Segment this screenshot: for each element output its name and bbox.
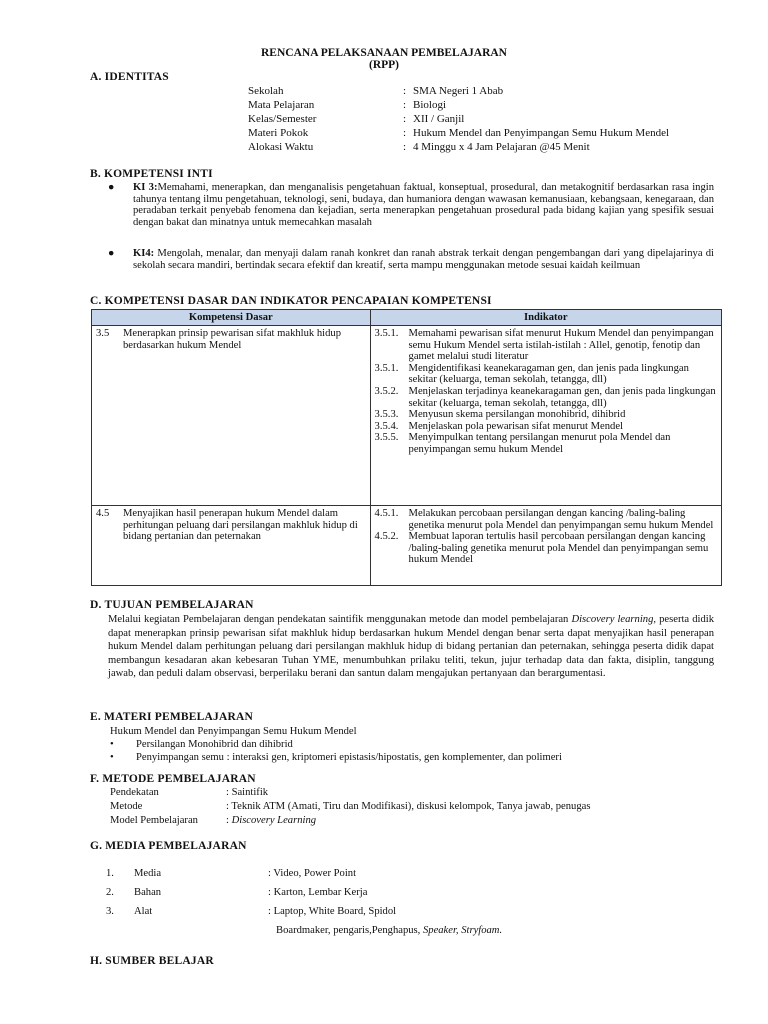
section-identitas-heading: A. IDENTITAS xyxy=(90,71,169,83)
indicator-text: Mengidentifikasi keanekaragaman gen, dan jenis pada lingkungan sekitar (keluarga, teman sekolah, tetangga, dll) xyxy=(408,362,689,386)
indicator-cell xyxy=(370,326,721,506)
kd-cell xyxy=(92,326,371,506)
metode-label: Metode xyxy=(110,801,143,812)
identitas-label: Mata Pelajaran xyxy=(248,99,315,111)
indicator-number: 3.5.1. xyxy=(374,362,399,374)
identitas-row-kelas xyxy=(248,113,718,127)
section-materi-heading: E. MATERI PEMBELAJARAN xyxy=(90,711,253,723)
table-row xyxy=(92,326,722,506)
identitas-row-alokasi xyxy=(248,141,718,155)
bullet-icon: ● xyxy=(108,182,115,193)
identitas-label: Kelas/Semester xyxy=(248,113,317,125)
identitas-row-sekolah xyxy=(248,85,718,99)
identitas-value: XII / Ganjil xyxy=(413,113,465,125)
indicator-text: Menyimpulkan tentang persilangan menurut pola Mendel dan penyimpangan semu hukum Mendel xyxy=(408,432,671,455)
indicator-text: Memahami pewarisan sifat menurut Hukum Mendel dan penyimpangan semu Hukum Mendel serta istilah-istilah : Allel, genotip, fenotip dan gamet melalui studi literatur xyxy=(408,328,714,363)
identitas-colon: : xyxy=(403,99,407,111)
table-header-indikator: Indikator xyxy=(370,310,721,326)
identitas-label: Alokasi Waktu xyxy=(248,141,314,153)
media-alat-extra xyxy=(276,924,502,937)
section-media-heading: G. MEDIA PEMBELAJARAN xyxy=(90,840,247,852)
identitas-value: 4 Minggu x 4 Jam Pelajaran @45 Menit xyxy=(413,141,590,153)
media-extra-plain: Boardmaker, pengaris,Penghapus, xyxy=(276,925,423,936)
identitas-value: SMA Negeri 1 Abab xyxy=(413,85,504,97)
metode-value: : Teknik ATM (Amati, Tiru dan Modifikasi), diskusi kelompok, Tanya jawab, penugas xyxy=(226,801,591,812)
kd-cell xyxy=(92,506,371,586)
indicator-text: Menyusun skema persilangan monohibrid, dihibrid xyxy=(408,409,626,421)
list-item xyxy=(375,328,717,363)
bullet-icon: • xyxy=(110,739,114,750)
media-number: 2. xyxy=(106,887,114,898)
section-sumber-heading: H. SUMBER BELAJAR xyxy=(90,955,214,967)
identitas-row-materi xyxy=(248,127,718,141)
materi-item: Penyimpangan semu : interaksi gen, kriptomeri epistasis/hipostatis, gen komplementer, dan polimeri xyxy=(136,752,562,763)
ki-label: KI 3: xyxy=(133,182,158,193)
media-value: : Karton, Lembar Kerja xyxy=(268,887,368,898)
list-item xyxy=(375,363,717,386)
metode-label: Model Pembelajaran xyxy=(110,815,198,826)
identitas-label: Sekolah xyxy=(248,85,284,97)
identitas-colon: : xyxy=(403,113,407,125)
indicator-number: 4.5.2. xyxy=(374,531,399,543)
media-value: : Laptop, White Board, Spidol xyxy=(268,906,397,917)
media-extra-italic: Speaker, Stryfoam. xyxy=(422,925,503,936)
tujuan-text-italic: Discovery learning, xyxy=(571,614,657,625)
indicator-number: 3.5.2. xyxy=(374,385,399,397)
media-label: Bahan xyxy=(134,887,162,898)
section-ki-heading: B. KOMPETENSI INTI xyxy=(90,168,213,180)
document-title: RENCANA PELAKSANAAN PEMBELAJARAN xyxy=(261,47,507,59)
identitas-colon: : xyxy=(403,141,407,153)
list-item xyxy=(375,409,717,421)
indicator-number: 3.5.5. xyxy=(374,432,399,444)
kd-number: 4.5 xyxy=(96,508,110,519)
section-tujuan-heading: D. TUJUAN PEMBELAJARAN xyxy=(90,599,254,611)
metode-value: : xyxy=(226,815,232,826)
identitas-colon: : xyxy=(403,127,407,139)
materi-intro: Hukum Mendel dan Penyimpangan Semu Hukum Mendel xyxy=(110,726,357,737)
bullet-icon: • xyxy=(110,752,114,763)
identitas-value: Biologi xyxy=(413,99,447,111)
ki-label: KI4: xyxy=(133,248,155,259)
list-item xyxy=(375,386,717,409)
media-label: Alat xyxy=(134,906,153,917)
materi-item: Persilangan Monohibrid dan dihibrid xyxy=(136,739,293,750)
tujuan-paragraph xyxy=(108,613,714,681)
indicator-number: 4.5.1. xyxy=(374,508,399,519)
tujuan-text-b: peserta didik dapat menerapkan prinsip pewarisan sifat makhluk hidup berdasarkan hukum Mendel dengan benar serta dapat menyajikan hasil penerapan hukum Mendel dalam perhitungan peluang dari persilangan makhluk hidup di bidang pertanian dan peternakan, sehingga peserta didik dapat membangun kesadaran akan kebesaran Tuhan YME, menumbuhkan prilaku teliti, tekun, jujur terhadap data dan fakta, disiplin, tanggung jawab, dan peduli dalam observasi, berperilaku berani dan santun dalam mengajukan pertanyaan dan berargumentasi. xyxy=(108,614,714,679)
identitas-label: Materi Pokok xyxy=(248,127,309,139)
ki-item-4 xyxy=(108,248,714,271)
kd-text: Menerapkan prinsip pewarisan sifat makhluk hidup berdasarkan hukum Mendel xyxy=(123,328,341,351)
identitas-colon: : xyxy=(403,85,407,97)
indicator-text: Menjelaskan pola pewarisan sifat menurut Mendel xyxy=(408,420,624,432)
tujuan-text-a: Melalui kegiatan Pembelajaran dengan pendekatan saintifik menggunakan metode dan model pembelajaran xyxy=(108,614,572,625)
media-number: 1. xyxy=(106,868,114,879)
indicator-text: Membuat laporan tertulis hasil percobaan persilangan dengan kancing /baling-baling genetika menurut pola Mendel dan penyimpangan semu hukum Mendel xyxy=(408,531,709,566)
section-kd-heading: C. KOMPETENSI DASAR DAN INDIKATOR PENCAPAIAN KOMPETENSI xyxy=(90,295,492,307)
media-label: Media xyxy=(134,868,162,879)
ki-text: Memahami, menerapkan, dan menganalisis pengetahuan faktual, konseptual, prosedural, dan metakognitif berdasarkan rasa ingin tahunya tentang ilmu pengetahuan, teknologi, seni, budaya, dan humaniora dengan wawasan kemanusiaan, kebangsaan, kenegaraan, dan peradaban terkait penyebab fenomena dan kejadian, serta menerapkan pengetahuan prosedural pada bidang kajian yang spesifik sesuai dengan bakat dan minatnya untuk memecahkan masalah xyxy=(133,182,714,228)
table-header-kd: Kompetensi Dasar xyxy=(92,310,371,326)
list-item xyxy=(375,531,717,566)
list-item xyxy=(375,432,717,455)
bullet-icon: ● xyxy=(108,248,115,259)
indicator-cell xyxy=(370,506,721,586)
indicator-number: 3.5.1. xyxy=(374,328,399,339)
indicator-text: Melakukan percobaan persilangan dengan kancing /baling-baling genetika menurut pola Mendel dan penyimpangan semu hukum Mendel xyxy=(408,508,714,531)
indicator-number: 3.5.4. xyxy=(374,420,399,432)
metode-label: Pendekatan xyxy=(110,787,159,798)
identitas-row-mapel xyxy=(248,99,718,113)
media-number: 3. xyxy=(106,906,114,917)
section-metode-heading: F. METODE PEMBELAJARAN xyxy=(90,773,256,785)
kd-number: 3.5 xyxy=(96,328,110,339)
metode-value-italic: Discovery Learning xyxy=(231,815,317,826)
table-row xyxy=(92,506,722,586)
indicator-text: Menjelaskan terjadinya keanekaragaman gen, dan jenis pada lingkungan sekitar (keluarga, teman sekolah, tetangga, dll) xyxy=(408,385,716,409)
list-item xyxy=(375,508,717,531)
media-value: : Video, Power Point xyxy=(268,868,357,879)
document-subtitle: (RPP) xyxy=(368,59,399,71)
ki-text: Mengolah, menalar, dan menyaji dalam ranah konkret dan ranah abstrak terkait dengan pengembangan dari yang dipelajarinya di sekolah secara mandiri, bertindak secara efektif dan kreatif, serta mampu menggunakan metode sesuai kaidah keilmuan xyxy=(133,248,714,271)
ki-item-3 xyxy=(108,182,714,228)
metode-value: : Saintifik xyxy=(226,787,269,798)
identitas-value: Hukum Mendel dan Penyimpangan Semu Hukum Mendel xyxy=(413,127,670,139)
kd-indicator-table xyxy=(91,309,722,586)
list-item xyxy=(375,421,717,433)
indicator-number: 3.5.3. xyxy=(374,409,399,421)
kd-text: Menyajikan hasil penerapan hukum Mendel dalam perhitungan peluang dari persilangan makhluk hidup di bidang pertanian dan peternakan xyxy=(123,508,358,543)
